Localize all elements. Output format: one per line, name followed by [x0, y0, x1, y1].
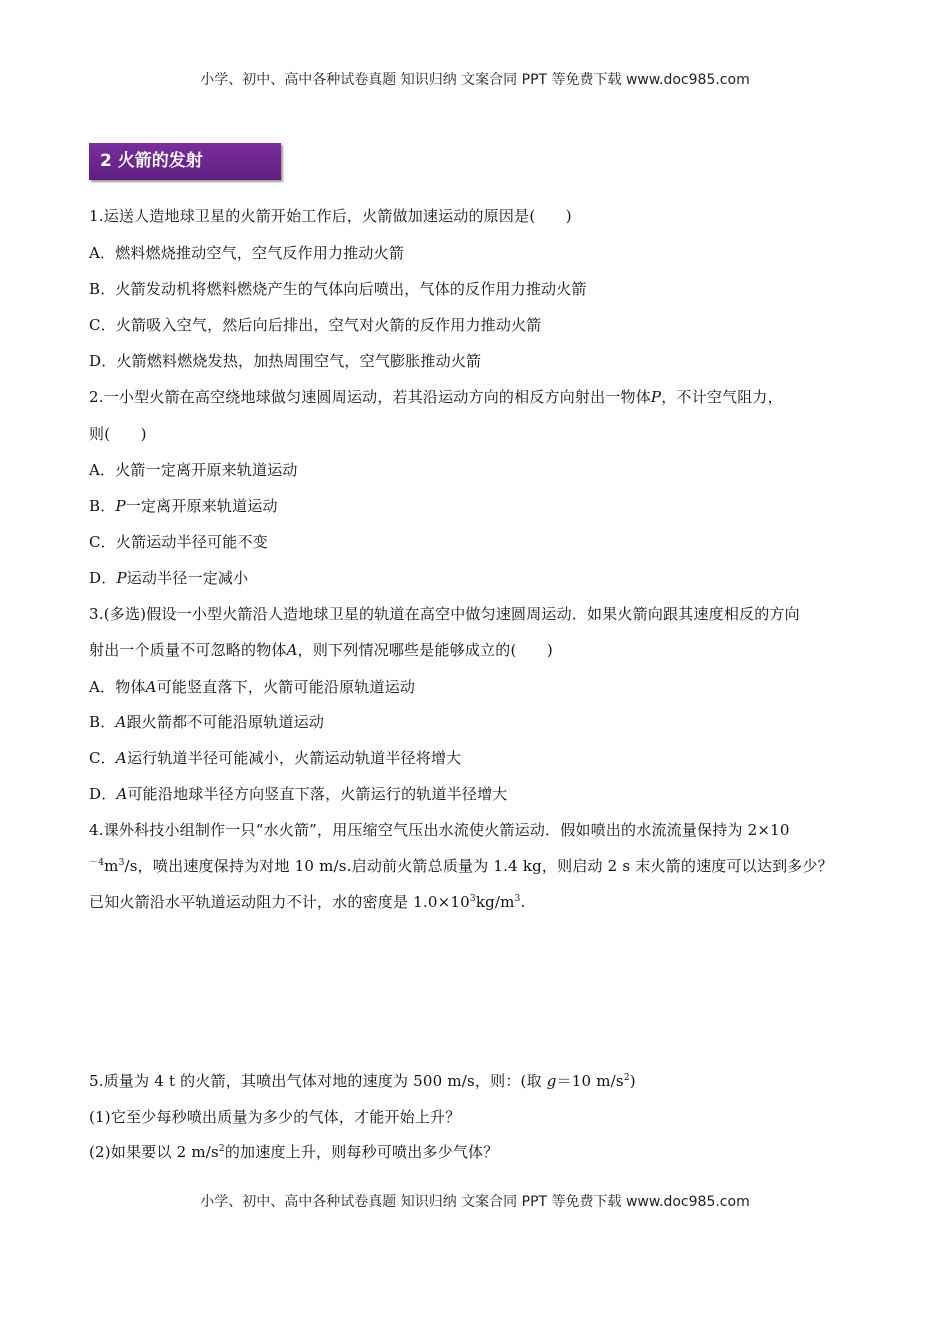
- q3-stem-line2: [89, 639, 553, 660]
- q2-stem-line2: 则( ): [89, 425, 147, 443]
- q4-line3-text: 已知火箭沿水平轨道运动阻力不计，水的密度是 1.0×10: [89, 893, 470, 911]
- q5-p2-text-b: 的加速度上升，则每秒可喷出多少气体？: [224, 1143, 499, 1161]
- q1-stem: 1.运送人造地球卫星的火箭开始工作后，火箭做加速运动的原因是( ): [89, 207, 572, 225]
- q3-d-text: 可能沿地球半径方向竖直下落，火箭运行的轨道半径增大: [127, 785, 508, 803]
- q3-option-a: [89, 676, 415, 697]
- section-title: 2 火箭的发射: [89, 143, 281, 180]
- q3-option-b: [89, 711, 324, 732]
- q3-a-text: 可能竖直落下，火箭可能沿原轨道运动: [156, 678, 416, 696]
- q5-part-1: (1)它至少每秒喷出质量为多少的气体，才能开始上升？: [89, 1108, 461, 1126]
- q5-var-g: g: [546, 1072, 557, 1090]
- q3-var-a: A: [286, 641, 298, 659]
- q2-d-text: 运动半径一定减小: [126, 569, 249, 587]
- q4-density-unit-exp: 3: [514, 894, 521, 904]
- q3-b-label: B．: [89, 713, 116, 731]
- q5-part-2: [89, 1141, 498, 1162]
- q1-option-b: B．火箭发动机将燃料燃烧产生的气体向后喷出，气体的反作用力推动火箭: [89, 280, 587, 298]
- q4-line1: 4.课外科技小组制作一只“水火箭”，用压缩空气压出水流使火箭运动．假如喷出的水流流量保持为 2×10: [89, 821, 790, 839]
- q3-option-c: [89, 747, 461, 768]
- q3-c-label: C．: [89, 749, 116, 767]
- q3-option-d: [89, 783, 508, 804]
- q2-b-label: B．: [89, 497, 116, 515]
- q5-stem-text-c: ): [629, 1072, 636, 1090]
- q2-stem-text-a: 2.一小型火箭在高空绕地球做匀速圆周运动，若其沿运动方向的相反方向射出一物体: [89, 388, 651, 406]
- q2-d-var-p: P: [116, 569, 127, 587]
- q4-line3: [89, 891, 526, 912]
- q3-d-label: D．: [89, 785, 117, 803]
- q4-exp-3: 3: [118, 858, 125, 868]
- q1-option-a: A．燃料燃烧推动空气，空气反作用力推动火箭: [89, 244, 405, 262]
- q4-density-unit: kg/m: [475, 893, 515, 911]
- q5-p2-text-a: (2)如果要以 2 m/s: [89, 1143, 219, 1161]
- q2-option-d: [89, 567, 248, 588]
- q5-stem-exp: 2: [623, 1073, 630, 1083]
- q3-stem-line1: 3.(多选)假设一小型火箭沿人造地球卫星的轨道在高空中做匀速圆周运动．如果火箭向跟其速度相反的方向: [89, 605, 800, 623]
- q3-b-var-a: A: [115, 713, 127, 731]
- q3-stem-text-a: 射出一个质量不可忽略的物体: [89, 641, 287, 659]
- q4-density-exp: 3: [469, 894, 476, 904]
- page-footer: 小学、初中、高中各种试卷真题 知识归纳 文案合同 PPT 等免费下载 www.doc985.com: [200, 1194, 750, 1210]
- q3-d-var-a: A: [116, 785, 128, 803]
- q4-period: .: [520, 893, 526, 911]
- q2-var-p: P: [650, 388, 662, 406]
- q1-option-c: C．火箭吸入空气，然后向后排出，空气对火箭的反作用力推动火箭: [89, 316, 542, 334]
- q3-c-text: 运行轨道半径可能减小，火箭运动轨道半径将增大: [126, 749, 462, 767]
- q2-option-c: C．火箭运动半径可能不变: [89, 533, 268, 551]
- q2-stem-text-b: ，不计空气阻力，: [661, 388, 783, 406]
- q2-b-var-p: P: [115, 497, 126, 515]
- q2-option-b: [89, 495, 278, 516]
- q1-option-d: D．火箭燃料燃烧发热，加热周围空气，空气膨胀推动火箭: [89, 352, 482, 370]
- q3-stem-text-b: ，则下列情况哪些是能够成立的( ): [297, 641, 553, 659]
- q3-a-label: A．物体: [89, 678, 146, 696]
- q2-stem-line1: [89, 386, 783, 407]
- q4-line2: [89, 855, 833, 876]
- q4-exp-neg4: －4: [89, 858, 105, 868]
- page-header: 小学、初中、高中各种试卷真题 知识归纳 文案合同 PPT 等免费下载 www.doc985.com: [200, 72, 750, 88]
- q4-line2-text: /s，喷出速度保持为对地 10 m/s.启动前火箭总质量为 1.4 kg，则启动 2 s 末火箭的速度可以达到多少？: [124, 857, 833, 875]
- q5-stem: [89, 1070, 636, 1091]
- q5-p2-exp: 2: [218, 1144, 225, 1154]
- q5-stem-text-a: 5.质量为 4 t 的火箭，其喷出气体对地的速度为 500 m/s，则：(取: [89, 1072, 547, 1090]
- q3-a-var-a: A: [145, 678, 157, 696]
- q2-d-label: D．: [89, 569, 117, 587]
- q3-b-text: 跟火箭都不可能沿原轨道运动: [126, 713, 325, 731]
- q5-stem-text-b: ＝10 m/s: [556, 1072, 624, 1090]
- q3-c-var-a: A: [115, 749, 127, 767]
- q2-b-text: 一定离开原来轨道运动: [125, 497, 278, 515]
- q2-option-a: A．火箭一定离开原来轨道运动: [89, 461, 298, 479]
- q4-unit-m: m: [104, 857, 119, 875]
